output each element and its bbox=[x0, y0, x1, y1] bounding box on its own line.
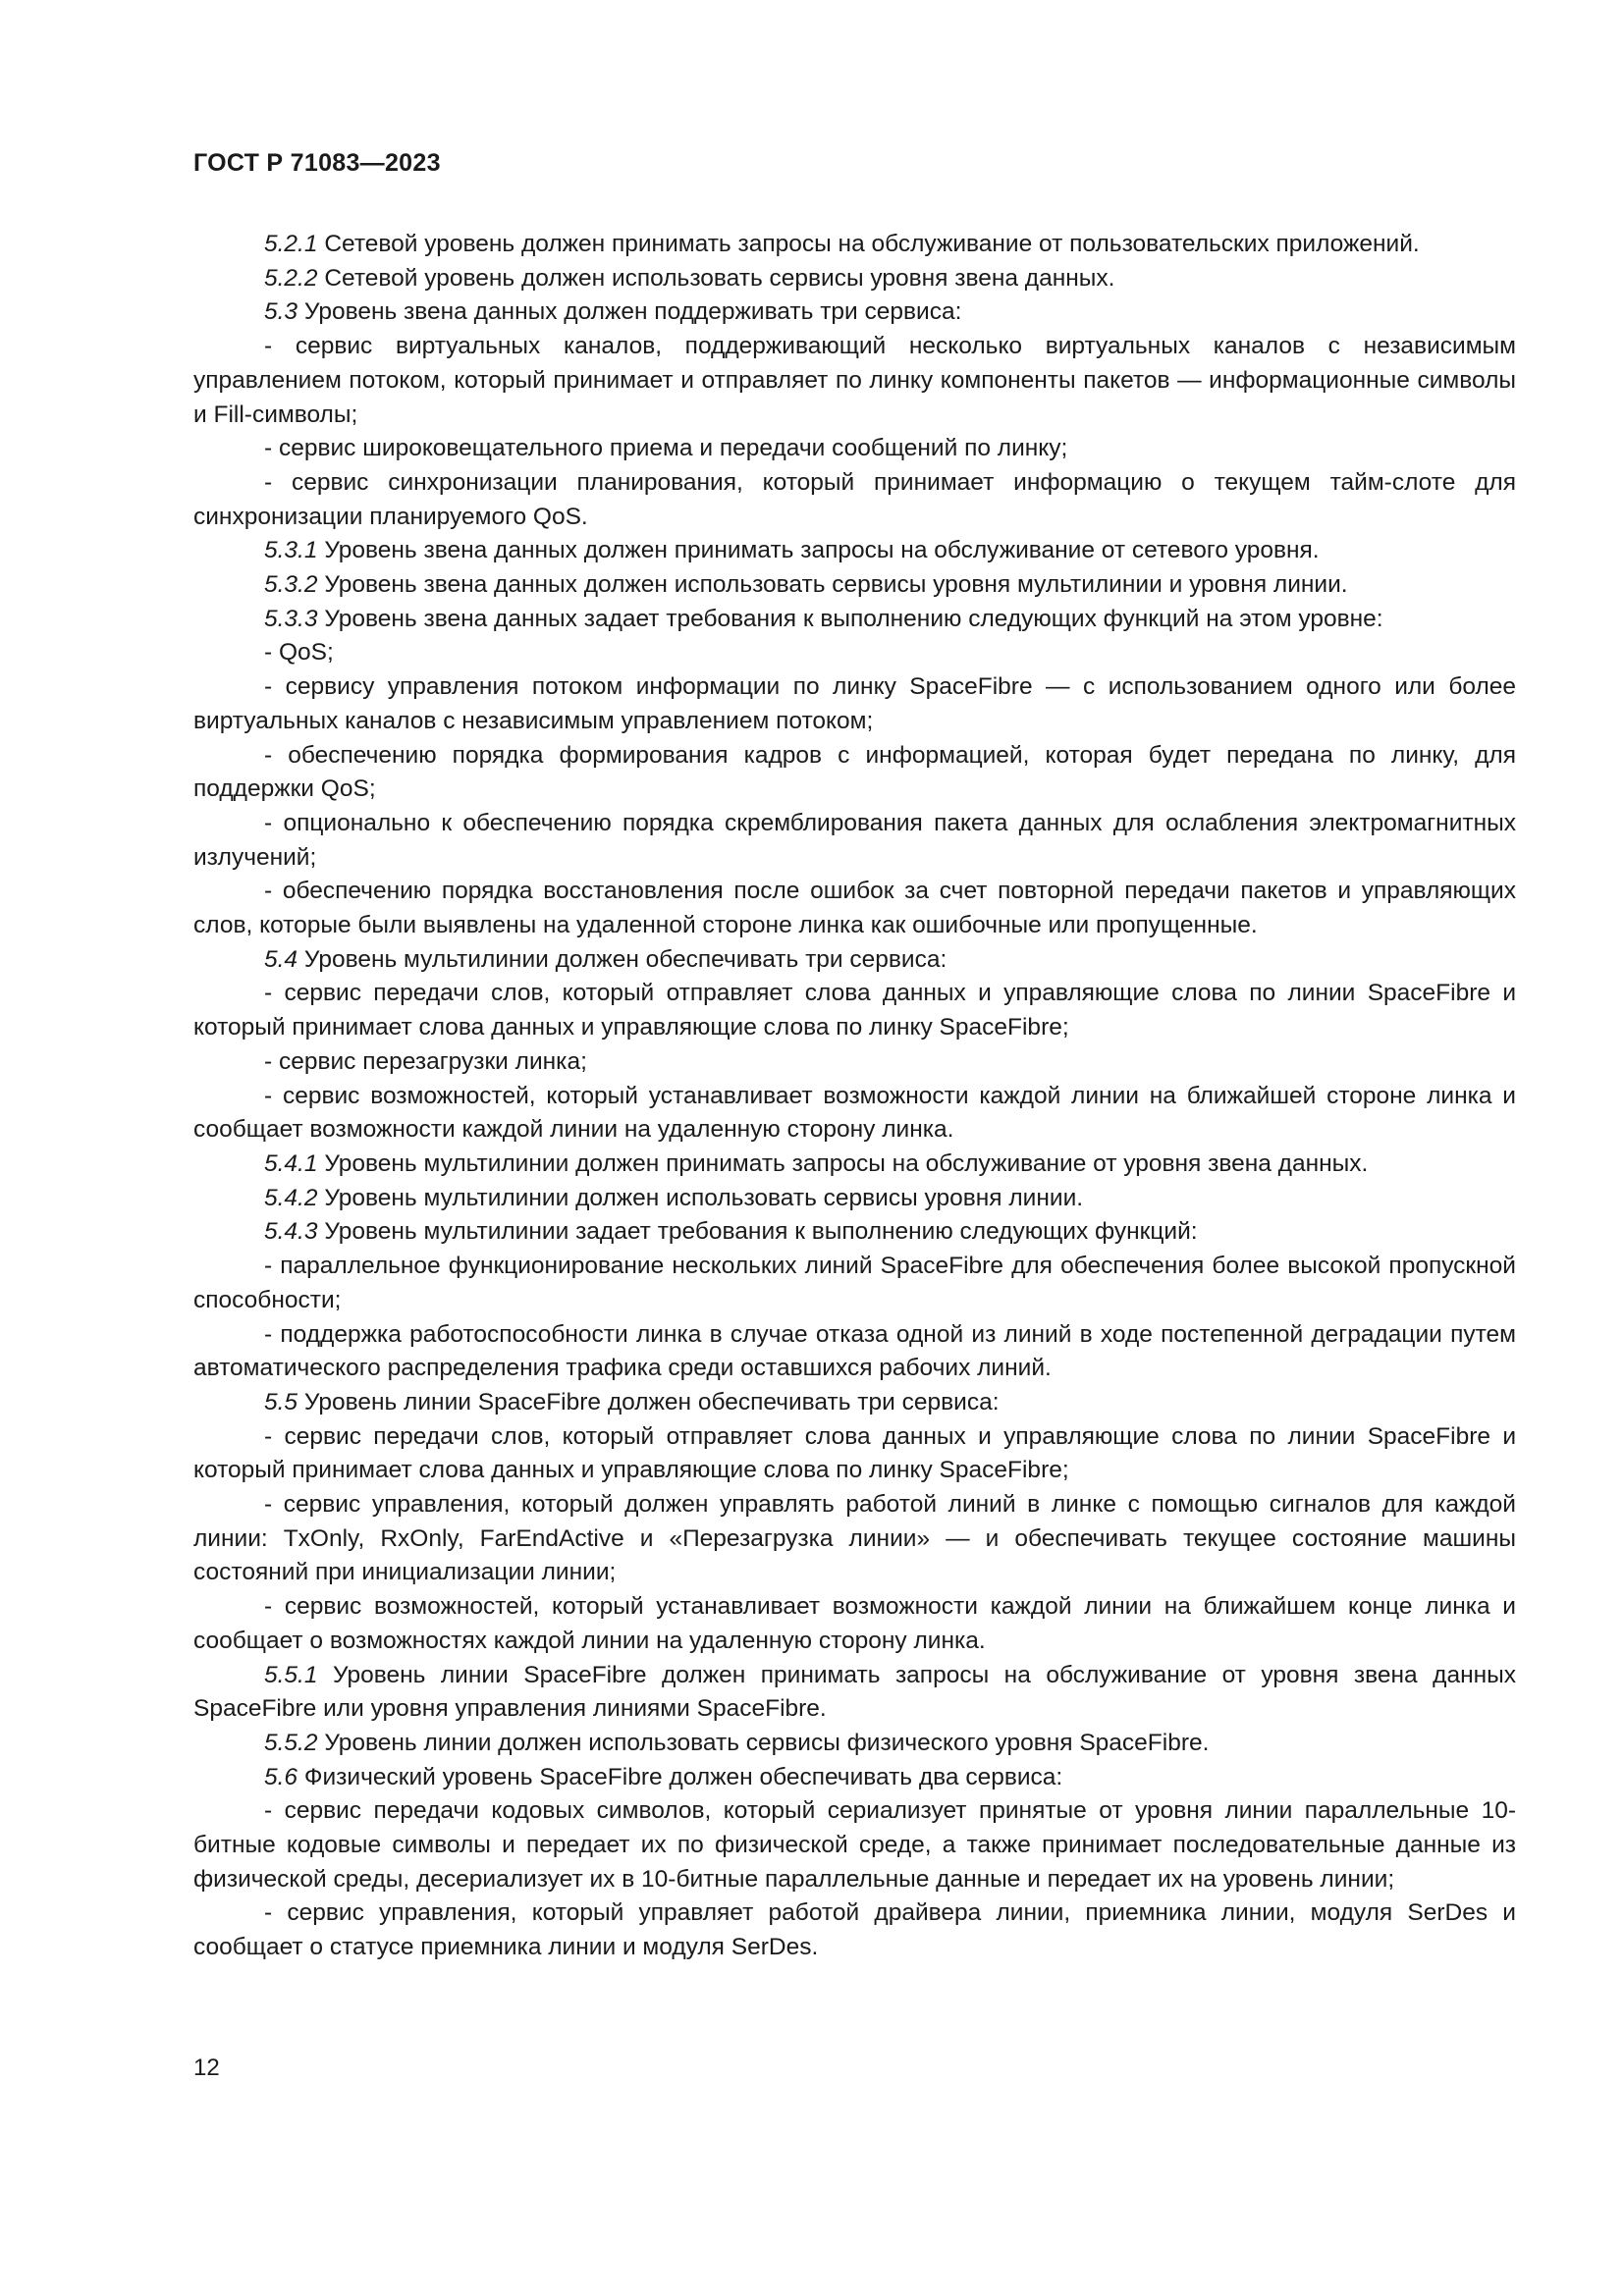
clause-text: - сервис управления, который должен управлять работой линий в линке с помощью сигналов для каждой линии: TxOnly, RxOnly, FarEndActive и «Перезагрузка линии» — и обеспечивать текущее состояние машины состояний при инициализации линии; bbox=[193, 1491, 1516, 1586]
clause-text: - QoS; bbox=[264, 639, 334, 667]
list-item bbox=[193, 636, 1516, 670]
clause-text: - сервис передачи слов, который отправляет слова данных и управляющие слова по линии SpaceFibre и который принимает слова данных и управляющие слова по линку SpaceFibre; bbox=[193, 1422, 1516, 1484]
clause-number: 5.4 bbox=[264, 945, 298, 973]
numbered-clause bbox=[193, 603, 1516, 637]
clause-text: - сервис возможностей, который устанавливает возможности каждой линии на ближайшей стороне линка и сообщает возможности каждой линии на удаленную сторону линка. bbox=[193, 1082, 1516, 1144]
numbered-clause bbox=[193, 228, 1516, 262]
clause-text: - сервис передачи кодовых символов, который сериализует принятые от уровня линии параллельные 10-битные кодовые символы и передает их по физической среде, а также принимает последовательные данные из физической среды, десериализует их в 10-битные параллельные данные и передает их на уровень линии; bbox=[193, 1797, 1516, 1893]
clause-text: Уровень звена данных должен поддерживать три сервиса: bbox=[303, 298, 962, 326]
clause-number: 5.3.2 bbox=[264, 571, 318, 599]
list-item bbox=[193, 466, 1516, 534]
clause-number: 5.4.3 bbox=[264, 1218, 318, 1246]
clause-text: - обеспечению порядка восстановления после ошибок за счет повторной передачи пакетов и управляющих слов, которые были выявлены на удаленной стороне линка как ошибочные или пропущенные. bbox=[193, 878, 1516, 939]
clause-text: Уровень звена данных должен принимать запросы на обслуживание от сетевого уровня. bbox=[324, 537, 1320, 564]
list-item bbox=[193, 1080, 1516, 1148]
clause-number: 5.3 bbox=[264, 298, 298, 326]
list-item bbox=[193, 807, 1516, 875]
list-item bbox=[193, 1794, 1516, 1896]
clause-number: 5.5.2 bbox=[264, 1729, 318, 1756]
clause-text: - опционально к обеспечению порядка скремблирования пакета данных для ослабления электромагнитных излучений; bbox=[193, 809, 1516, 871]
numbered-clause bbox=[193, 1148, 1516, 1182]
numbered-clause bbox=[193, 568, 1516, 603]
clause-text: Уровень линии SpaceFibre должен принимать запросы на обслуживание от уровня звена данных SpaceFibre или уровня управления линиями SpaceFibre. bbox=[193, 1661, 1516, 1723]
clause-text: - сервис виртуальных каналов, поддерживающий несколько виртуальных каналов с независимым управлением потоком, который принимает и отправляет по линку компоненты пакетов — информационные символы и Fill-символы; bbox=[193, 333, 1516, 428]
list-item bbox=[193, 1420, 1516, 1488]
clause-text: - поддержка работоспособности линка в случае отказа одной из линий в ходе постепенной деградации путем автоматического распределения трафика среди оставшихся рабочих линий. bbox=[193, 1320, 1516, 1382]
clause-number: 5.6 bbox=[264, 1763, 298, 1790]
standard-designation: ГОСТ Р 71083—2023 bbox=[193, 149, 441, 177]
clause-text: Уровень мультилинии должен обеспечивать три сервиса: bbox=[303, 945, 947, 973]
document-body bbox=[193, 228, 1516, 1965]
list-item bbox=[193, 977, 1516, 1044]
list-item bbox=[193, 330, 1516, 432]
clause-text: - сервис возможностей, который устанавливает возможности каждой линии на ближайшем конце линка и сообщает о возможностях каждой линии на удаленную сторону линка. bbox=[193, 1593, 1516, 1654]
clause-text: - сервис управления, который управляет работой драйвера линии, приемника линии, модуля SerDes и сообщает о статусе приемника линии и модуля SerDes. bbox=[193, 1899, 1516, 1961]
list-item bbox=[193, 670, 1516, 738]
numbered-clause bbox=[193, 295, 1516, 330]
numbered-clause bbox=[193, 1727, 1516, 1761]
clause-text: Уровень мультилинии задает требования к выполнению следующих функций: bbox=[324, 1218, 1198, 1246]
clause-text: - сервису управления потоком информации по линку SpaceFibre — с использованием одного или более виртуальных каналов с независимым управлением потоком; bbox=[193, 673, 1516, 734]
list-item bbox=[193, 739, 1516, 807]
clause-number: 5.4.1 bbox=[264, 1149, 318, 1177]
numbered-clause bbox=[193, 1386, 1516, 1420]
numbered-clause bbox=[193, 262, 1516, 296]
numbered-clause bbox=[193, 1215, 1516, 1250]
clause-number: 5.3.3 bbox=[264, 605, 318, 632]
clause-text: - сервис синхронизации планирования, который принимает информацию о текущем тайм-слоте для синхронизации планируемого QoS. bbox=[193, 468, 1516, 530]
numbered-clause bbox=[193, 1761, 1516, 1795]
clause-number: 5.4.2 bbox=[264, 1184, 318, 1211]
clause-text: Уровень звена данных должен использовать сервисы уровня мультилинии и уровня линии. bbox=[324, 571, 1348, 599]
numbered-clause bbox=[193, 943, 1516, 978]
clause-number: 5.5.1 bbox=[264, 1661, 318, 1688]
clause-text: - сервис широковещательного приема и передачи сообщений по линку; bbox=[264, 435, 1068, 462]
numbered-clause bbox=[193, 534, 1516, 568]
numbered-clause bbox=[193, 1182, 1516, 1216]
clause-text: Сетевой уровень должен использовать сервисы уровня звена данных. bbox=[324, 264, 1115, 292]
page-number: 12 bbox=[193, 2055, 220, 2081]
clause-text: Уровень звена данных задает требования к выполнению следующих функций на этом уровне: bbox=[324, 605, 1383, 632]
clause-number: 5.5 bbox=[264, 1388, 298, 1415]
clause-text: Уровень линии SpaceFibre должен обеспечивать три сервиса: bbox=[303, 1388, 1000, 1415]
numbered-clause bbox=[193, 1659, 1516, 1727]
clause-number: 5.2.2 bbox=[264, 264, 318, 292]
list-item bbox=[193, 1896, 1516, 1964]
list-item bbox=[193, 875, 1516, 942]
clause-text: Уровень линии должен использовать сервисы физического уровня SpaceFibre. bbox=[324, 1729, 1210, 1756]
clause-text: Уровень мультилинии должен использовать сервисы уровня линии. bbox=[324, 1184, 1084, 1211]
clause-text: - сервис перезагрузки линка; bbox=[264, 1047, 587, 1075]
list-item bbox=[193, 432, 1516, 466]
clause-text: - обеспечению порядка формирования кадров с информацией, которая будет передана по линку, для поддержки QoS; bbox=[193, 741, 1516, 803]
list-item bbox=[193, 1590, 1516, 1658]
clause-text: Сетевой уровень должен принимать запросы на обслуживание от пользовательских приложений. bbox=[324, 231, 1420, 257]
list-item bbox=[193, 1045, 1516, 1080]
list-item bbox=[193, 1488, 1516, 1590]
clause-text: Физический уровень SpaceFibre должен обеспечивать два сервиса: bbox=[303, 1763, 1063, 1790]
list-item bbox=[193, 1250, 1516, 1317]
clause-text: - параллельное функционирование нескольких линий SpaceFibre для обеспечения более высокой пропускной способности; bbox=[193, 1253, 1516, 1313]
clause-number: 5.3.1 bbox=[264, 537, 318, 564]
list-item bbox=[193, 1318, 1516, 1386]
clause-text: Уровень мультилинии должен принимать запросы на обслуживание от уровня звена данных. bbox=[324, 1149, 1369, 1177]
clause-text: - сервис передачи слов, который отправляет слова данных и управляющие слова по линии SpaceFibre и который принимает слова данных и управляющие слова по линку SpaceFibre; bbox=[193, 980, 1516, 1041]
clause-number: 5.2.1 bbox=[264, 231, 318, 257]
